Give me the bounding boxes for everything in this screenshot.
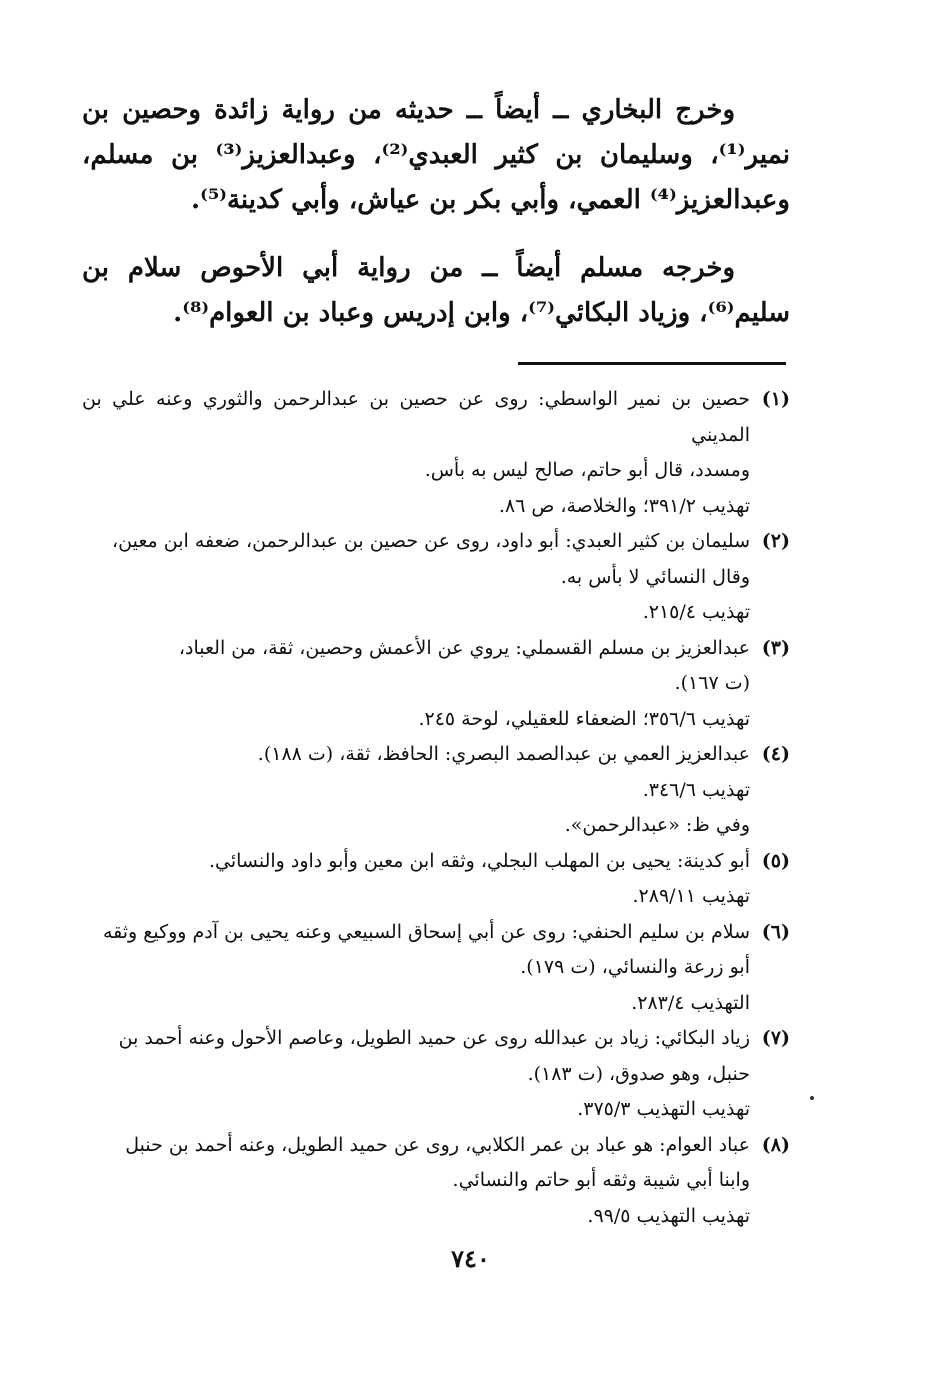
footnote-line: زياد البكائي: زياد بن عبدالله روى عن حميد الطويل، وعاصم الأحول وعنه أحمد بن [118, 1027, 750, 1049]
footnote-line: عبدالعزيز بن مسلم القسملي: يروي عن الأعمش وحصين، ثقة، من العباد، [178, 636, 750, 659]
footnote-8 [82, 1128, 790, 1235]
footnote-line: تهذيب التهذيب ٩٩/٥. [587, 1204, 750, 1227]
footnote-line: سلام بن سليم الحنفي: روى عن أبي إسحاق السبيعي وعنه يحيى بن آدم ووكيع وثقه [102, 920, 750, 943]
footnote-line: أبو كدينة: يحيى بن المهلب البجلي، وثقه ابن معين وأبو داود والنسائي. [208, 849, 750, 872]
page-number: ٧٤٠ [451, 1244, 490, 1273]
footnote-number: (٦) [761, 920, 790, 943]
footnote-body [82, 524, 750, 631]
footnote-5 [82, 844, 790, 915]
footnotes-section [82, 382, 790, 1234]
footnote-line: تهذيب ٣٩١/٢؛ والخلاصة، ص ٨٦. [498, 494, 750, 517]
footnote-line: سليمان بن كثير العبدي: أبو داود، روى عن حصين بن عبدالرحمن، ضعفه ابن معين، [112, 530, 750, 552]
footnote-number: (٢) [761, 530, 790, 552]
footnote-number: (٤) [761, 743, 790, 765]
footnote-line: تهذيب ٢١٥/٤. [642, 601, 750, 623]
footnote-line: عبدالعزيز العمي بن عبدالصمد البصري: الحافظ، ثقة، (ت ١٨٨). [257, 743, 750, 765]
footnote-body [82, 1128, 750, 1235]
main-paragraph-1 [82, 88, 790, 223]
paragraph-text: وخرج البخاري ــ أيضاً ــ حديثه من رواية زائدة وحصين بن نمير⁽¹⁾، وسليمان بن كثير العبدي⁽²⁾، وعبدالعزيز⁽³⁾ بن مسلم، وعبدالعزيز⁽⁴⁾ العمي، وأبي بكر بن عياش، وأبي كدينة⁽⁵⁾. [82, 95, 790, 215]
footnote-line: ومسدد، قال أبو حاتم، صالح ليس به بأس. [424, 459, 750, 481]
footnote-line: (ت ١٦٧). [674, 672, 750, 694]
footnote-4 [82, 737, 790, 844]
footnote-line: تهذيب التهذيب ٣٧٥/٣. [577, 1098, 750, 1120]
footnote-line: عباد العوام: هو عباد بن عمر الكلابي، روى عن حميد الطويل، وعنه أحمد بن حنبل [125, 1133, 750, 1156]
footnote-line: وفي ظ: «عبدالرحمن». [564, 814, 750, 836]
footnote-body [82, 631, 750, 738]
footnote-body [82, 915, 750, 1022]
main-paragraph-2 [82, 246, 790, 336]
footnote-line: أبو زرعة والنسائي، (ت ١٧٩). [520, 956, 750, 978]
footnote-6 [82, 915, 790, 1022]
footnote-divider [518, 362, 786, 365]
footnote-7 [82, 1021, 790, 1128]
footnote-1 [82, 382, 790, 524]
footnote-number: (٣) [761, 636, 790, 659]
footnote-number: (٥) [761, 849, 790, 872]
footnote-body [82, 844, 750, 915]
footnote-number: (١) [761, 388, 790, 410]
footnote-3 [82, 631, 790, 738]
paragraph-text: وخرجه مسلم أيضاً ــ من رواية أبي الأحوص سلام بن سليم⁽⁶⁾، وزياد البكائي⁽⁷⁾، وابن إدريس وعباد بن العوام⁽⁸⁾. [82, 253, 790, 328]
footnote-line: تهذيب ٢٨٩/١١. [632, 885, 750, 907]
footnote-line: حصين بن نمير الواسطي: روى عن حصين بن عبدالرحمن والثوري وعنه علي بن المديني [82, 388, 750, 446]
footnote-line: حنبل، وهو صدوق، (ت ١٨٣). [527, 1062, 750, 1085]
scan-speck [810, 1096, 814, 1100]
footnote-body [82, 382, 750, 524]
footnote-line: تهذيب ٣٥٦/٦؛ الضعفاء للعقيلي، لوحة ٢٤٥. [418, 707, 750, 730]
footnote-line: التهذيب ٢٨٣/٤. [631, 991, 750, 1014]
footnote-number: (٧) [761, 1027, 790, 1049]
footnote-body [82, 1021, 750, 1128]
footnote-line: وابنا أبي شيبة وثقه أبو حاتم والنسائي. [452, 1169, 750, 1191]
footnote-number: (٨) [761, 1133, 790, 1156]
footnote-line: تهذيب ٣٤٦/٦. [642, 778, 750, 801]
footnote-line: وقال النسائي لا بأس به. [560, 565, 750, 588]
footnote-2 [82, 524, 790, 631]
footnote-body [82, 737, 750, 844]
